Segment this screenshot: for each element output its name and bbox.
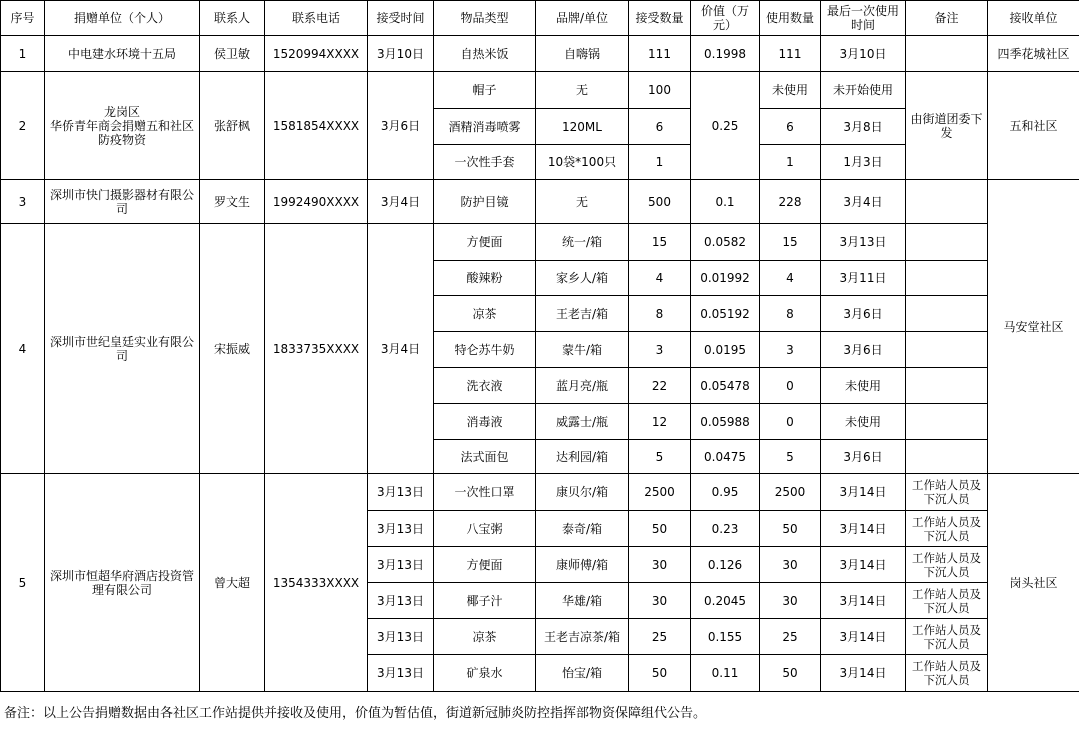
row-number: 2 xyxy=(1,72,45,180)
brand-cell: 自嗨锅 xyxy=(536,36,629,72)
last-use-cell: 3月14日 xyxy=(821,474,906,511)
brand-cell: 家乡人/箱 xyxy=(536,261,629,296)
remark-cell xyxy=(906,332,988,368)
remark-cell xyxy=(906,224,988,261)
item-cell: 椰子汁 xyxy=(434,583,536,619)
item-cell: 一次性手套 xyxy=(434,145,536,180)
phone-cell: 1354333XXXX xyxy=(265,474,368,692)
remark-cell: 工作站人员及下沉人员 xyxy=(906,655,988,692)
used-cell: 5 xyxy=(760,440,821,474)
last-use-cell: 3月6日 xyxy=(821,440,906,474)
item-cell: 凉茶 xyxy=(434,619,536,655)
value-cell: 0.1 xyxy=(691,180,760,224)
last-use-cell: 未使用 xyxy=(821,368,906,404)
donor-cell xyxy=(45,72,200,180)
item-cell: 凉茶 xyxy=(434,296,536,332)
last-use-cell: 3月6日 xyxy=(821,332,906,368)
used-cell: 30 xyxy=(760,547,821,583)
receiver-cell: 岗头社区 xyxy=(988,474,1079,692)
date-cell: 3月10日 xyxy=(368,36,434,72)
phone-cell: 1520994XXXX xyxy=(265,36,368,72)
last-use-cell: 3月14日 xyxy=(821,511,906,547)
date-cell: 3月13日 xyxy=(368,474,434,511)
row-number: 5 xyxy=(1,474,45,692)
last-use-cell: 3月8日 xyxy=(821,109,906,145)
item-cell: 矿泉水 xyxy=(434,655,536,692)
item-cell: 方便面 xyxy=(434,547,536,583)
item-cell: 特仑苏牛奶 xyxy=(434,332,536,368)
header-cell: 使用数量 xyxy=(760,1,821,36)
used-cell: 3 xyxy=(760,332,821,368)
item-cell: 消毒液 xyxy=(434,404,536,440)
brand-cell: 康师傅/箱 xyxy=(536,547,629,583)
table-row xyxy=(1,36,1079,72)
used-cell: 50 xyxy=(760,511,821,547)
brand-cell: 统一/箱 xyxy=(536,224,629,261)
last-use-cell: 未开始使用 xyxy=(821,72,906,109)
value-cell: 0.1998 xyxy=(691,36,760,72)
brand-cell: 达利园/箱 xyxy=(536,440,629,474)
donor-cell: 中电建水环境十五局 xyxy=(45,36,200,72)
used-cell: 2500 xyxy=(760,474,821,511)
brand-cell: 康贝尔/箱 xyxy=(536,474,629,511)
remark-cell xyxy=(906,404,988,440)
header-cell: 联系电话 xyxy=(265,1,368,36)
remark-cell xyxy=(906,180,988,224)
header-cell: 备注 xyxy=(906,1,988,36)
qty-cell: 25 xyxy=(629,619,691,655)
header-cell: 接收单位 xyxy=(988,1,1079,36)
qty-cell: 2500 xyxy=(629,474,691,511)
phone-cell: 1833735XXXX xyxy=(265,224,368,474)
brand-cell: 蓝月亮/瓶 xyxy=(536,368,629,404)
contact-cell: 宋振威 xyxy=(200,224,265,474)
value-cell: 0.05988 xyxy=(691,404,760,440)
used-cell: 0 xyxy=(760,404,821,440)
header-cell: 品牌/单位 xyxy=(536,1,629,36)
qty-cell: 500 xyxy=(629,180,691,224)
brand-cell: 王老吉/箱 xyxy=(536,296,629,332)
qty-cell: 50 xyxy=(629,655,691,692)
table-row xyxy=(1,224,1079,261)
remark-cell: 工作站人员及下沉人员 xyxy=(906,619,988,655)
row-number: 3 xyxy=(1,180,45,224)
qty-cell: 30 xyxy=(629,583,691,619)
last-use-cell: 未使用 xyxy=(821,404,906,440)
remark-cell: 工作站人员及下沉人员 xyxy=(906,511,988,547)
value-cell: 0.0195 xyxy=(691,332,760,368)
remark-cell xyxy=(906,36,988,72)
table-row xyxy=(1,474,1079,511)
remark-cell: 由街道团委下发 xyxy=(906,72,988,180)
item-cell: 自热米饭 xyxy=(434,36,536,72)
used-cell: 未使用 xyxy=(760,72,821,109)
donor-cell: 深圳市恒超华府酒店投资管理有限公司 xyxy=(45,474,200,692)
item-cell: 防护目镜 xyxy=(434,180,536,224)
qty-cell: 8 xyxy=(629,296,691,332)
used-cell: 15 xyxy=(760,224,821,261)
value-cell: 0.0582 xyxy=(691,224,760,261)
brand-cell: 120ML xyxy=(536,109,629,145)
remark-cell xyxy=(906,368,988,404)
qty-cell: 22 xyxy=(629,368,691,404)
item-cell: 酸辣粉 xyxy=(434,261,536,296)
qty-cell: 15 xyxy=(629,224,691,261)
header-row xyxy=(1,1,1079,36)
value-cell: 0.05478 xyxy=(691,368,760,404)
last-use-cell: 1月3日 xyxy=(821,145,906,180)
date-cell: 3月4日 xyxy=(368,224,434,474)
header-cell: 捐赠单位（个人） xyxy=(45,1,200,36)
qty-cell: 4 xyxy=(629,261,691,296)
qty-cell: 5 xyxy=(629,440,691,474)
used-cell: 8 xyxy=(760,296,821,332)
brand-cell: 无 xyxy=(536,180,629,224)
used-cell: 0 xyxy=(760,368,821,404)
receiver-cell: 四季花城社区 xyxy=(988,36,1079,72)
table-row xyxy=(1,180,1079,224)
value-cell: 0.2045 xyxy=(691,583,760,619)
remark-cell: 工作站人员及下沉人员 xyxy=(906,474,988,511)
remark-cell: 工作站人员及下沉人员 xyxy=(906,583,988,619)
contact-cell: 张舒枫 xyxy=(200,72,265,180)
contact-cell: 罗文生 xyxy=(200,180,265,224)
item-cell: 酒精消毒喷雾 xyxy=(434,109,536,145)
qty-cell: 100 xyxy=(629,72,691,109)
date-cell: 3月13日 xyxy=(368,655,434,692)
used-cell: 6 xyxy=(760,109,821,145)
item-cell: 一次性口罩 xyxy=(434,474,536,511)
qty-cell: 1 xyxy=(629,145,691,180)
header-cell: 物品类型 xyxy=(434,1,536,36)
qty-cell: 30 xyxy=(629,547,691,583)
item-cell: 洗衣液 xyxy=(434,368,536,404)
qty-cell: 6 xyxy=(629,109,691,145)
last-use-cell: 3月14日 xyxy=(821,583,906,619)
donor-line: 龙岗区 xyxy=(103,104,140,119)
header-cell: 接受时间 xyxy=(368,1,434,36)
brand-cell: 王老吉凉茶/箱 xyxy=(536,619,629,655)
brand-cell: 威露士/瓶 xyxy=(536,404,629,440)
date-cell: 3月13日 xyxy=(368,583,434,619)
date-cell: 3月13日 xyxy=(368,619,434,655)
used-cell: 1 xyxy=(760,145,821,180)
used-cell: 228 xyxy=(760,180,821,224)
header-cell: 最后一次使用时间 xyxy=(821,1,906,36)
header-cell: 价值（万元） xyxy=(691,1,760,36)
value-cell: 0.155 xyxy=(691,619,760,655)
table-row xyxy=(1,72,1079,109)
last-use-cell: 3月4日 xyxy=(821,180,906,224)
header-cell: 联系人 xyxy=(200,1,265,36)
value-cell: 0.126 xyxy=(691,547,760,583)
qty-cell: 12 xyxy=(629,404,691,440)
footnote: 备注：以上公告捐赠数据由各社区工作站提供并接收及使用，价值为暂估值，街道新冠肺炎防控指挥部物资保障组代公告。 xyxy=(4,706,707,721)
item-cell: 帽子 xyxy=(434,72,536,109)
last-use-cell: 3月14日 xyxy=(821,619,906,655)
donor-line: 华侨青年商会捐赠五和社区防疫物资 xyxy=(49,118,194,147)
item-cell: 方便面 xyxy=(434,224,536,261)
phone-cell: 1581854XXXX xyxy=(265,72,368,180)
last-use-cell: 3月10日 xyxy=(821,36,906,72)
brand-cell: 10袋*100只 xyxy=(536,145,629,180)
brand-cell: 蒙牛/箱 xyxy=(536,332,629,368)
contact-cell: 曾大超 xyxy=(200,474,265,692)
header-cell: 接受数量 xyxy=(629,1,691,36)
brand-cell: 泰奇/箱 xyxy=(536,511,629,547)
qty-cell: 50 xyxy=(629,511,691,547)
value-cell: 0.11 xyxy=(691,655,760,692)
receiver-cell: 五和社区 xyxy=(988,72,1079,180)
brand-cell: 华雄/箱 xyxy=(536,583,629,619)
remark-cell xyxy=(906,440,988,474)
donor-cell: 深圳市世纪皇廷实业有限公司 xyxy=(45,224,200,474)
item-cell: 法式面包 xyxy=(434,440,536,474)
last-use-cell: 3月6日 xyxy=(821,296,906,332)
row-number: 1 xyxy=(1,36,45,72)
phone-cell: 1992490XXXX xyxy=(265,180,368,224)
brand-cell: 怡宝/箱 xyxy=(536,655,629,692)
value-cell: 0.01992 xyxy=(691,261,760,296)
used-cell: 25 xyxy=(760,619,821,655)
last-use-cell: 3月13日 xyxy=(821,224,906,261)
header-cell: 序号 xyxy=(1,1,45,36)
item-cell: 八宝粥 xyxy=(434,511,536,547)
brand-cell: 无 xyxy=(536,72,629,109)
date-cell: 3月6日 xyxy=(368,72,434,180)
qty-cell: 111 xyxy=(629,36,691,72)
value-cell: 0.95 xyxy=(691,474,760,511)
contact-cell: 侯卫敏 xyxy=(200,36,265,72)
qty-cell: 3 xyxy=(629,332,691,368)
donor-cell: 深圳市快门摄影器材有限公司 xyxy=(45,180,200,224)
date-cell: 3月13日 xyxy=(368,547,434,583)
receiver-cell: 马安堂社区 xyxy=(988,180,1079,474)
remark-cell xyxy=(906,296,988,332)
row-number: 4 xyxy=(1,224,45,474)
date-cell: 3月13日 xyxy=(368,511,434,547)
used-cell: 111 xyxy=(760,36,821,72)
remark-cell xyxy=(906,261,988,296)
value-cell: 0.05192 xyxy=(691,296,760,332)
value-cell: 0.25 xyxy=(691,72,760,180)
used-cell: 50 xyxy=(760,655,821,692)
used-cell: 4 xyxy=(760,261,821,296)
used-cell: 30 xyxy=(760,583,821,619)
value-cell: 0.0475 xyxy=(691,440,760,474)
last-use-cell: 3月14日 xyxy=(821,655,906,692)
value-cell: 0.23 xyxy=(691,511,760,547)
last-use-cell: 3月11日 xyxy=(821,261,906,296)
remark-cell: 工作站人员及下沉人员 xyxy=(906,547,988,583)
last-use-cell: 3月14日 xyxy=(821,547,906,583)
date-cell: 3月4日 xyxy=(368,180,434,224)
